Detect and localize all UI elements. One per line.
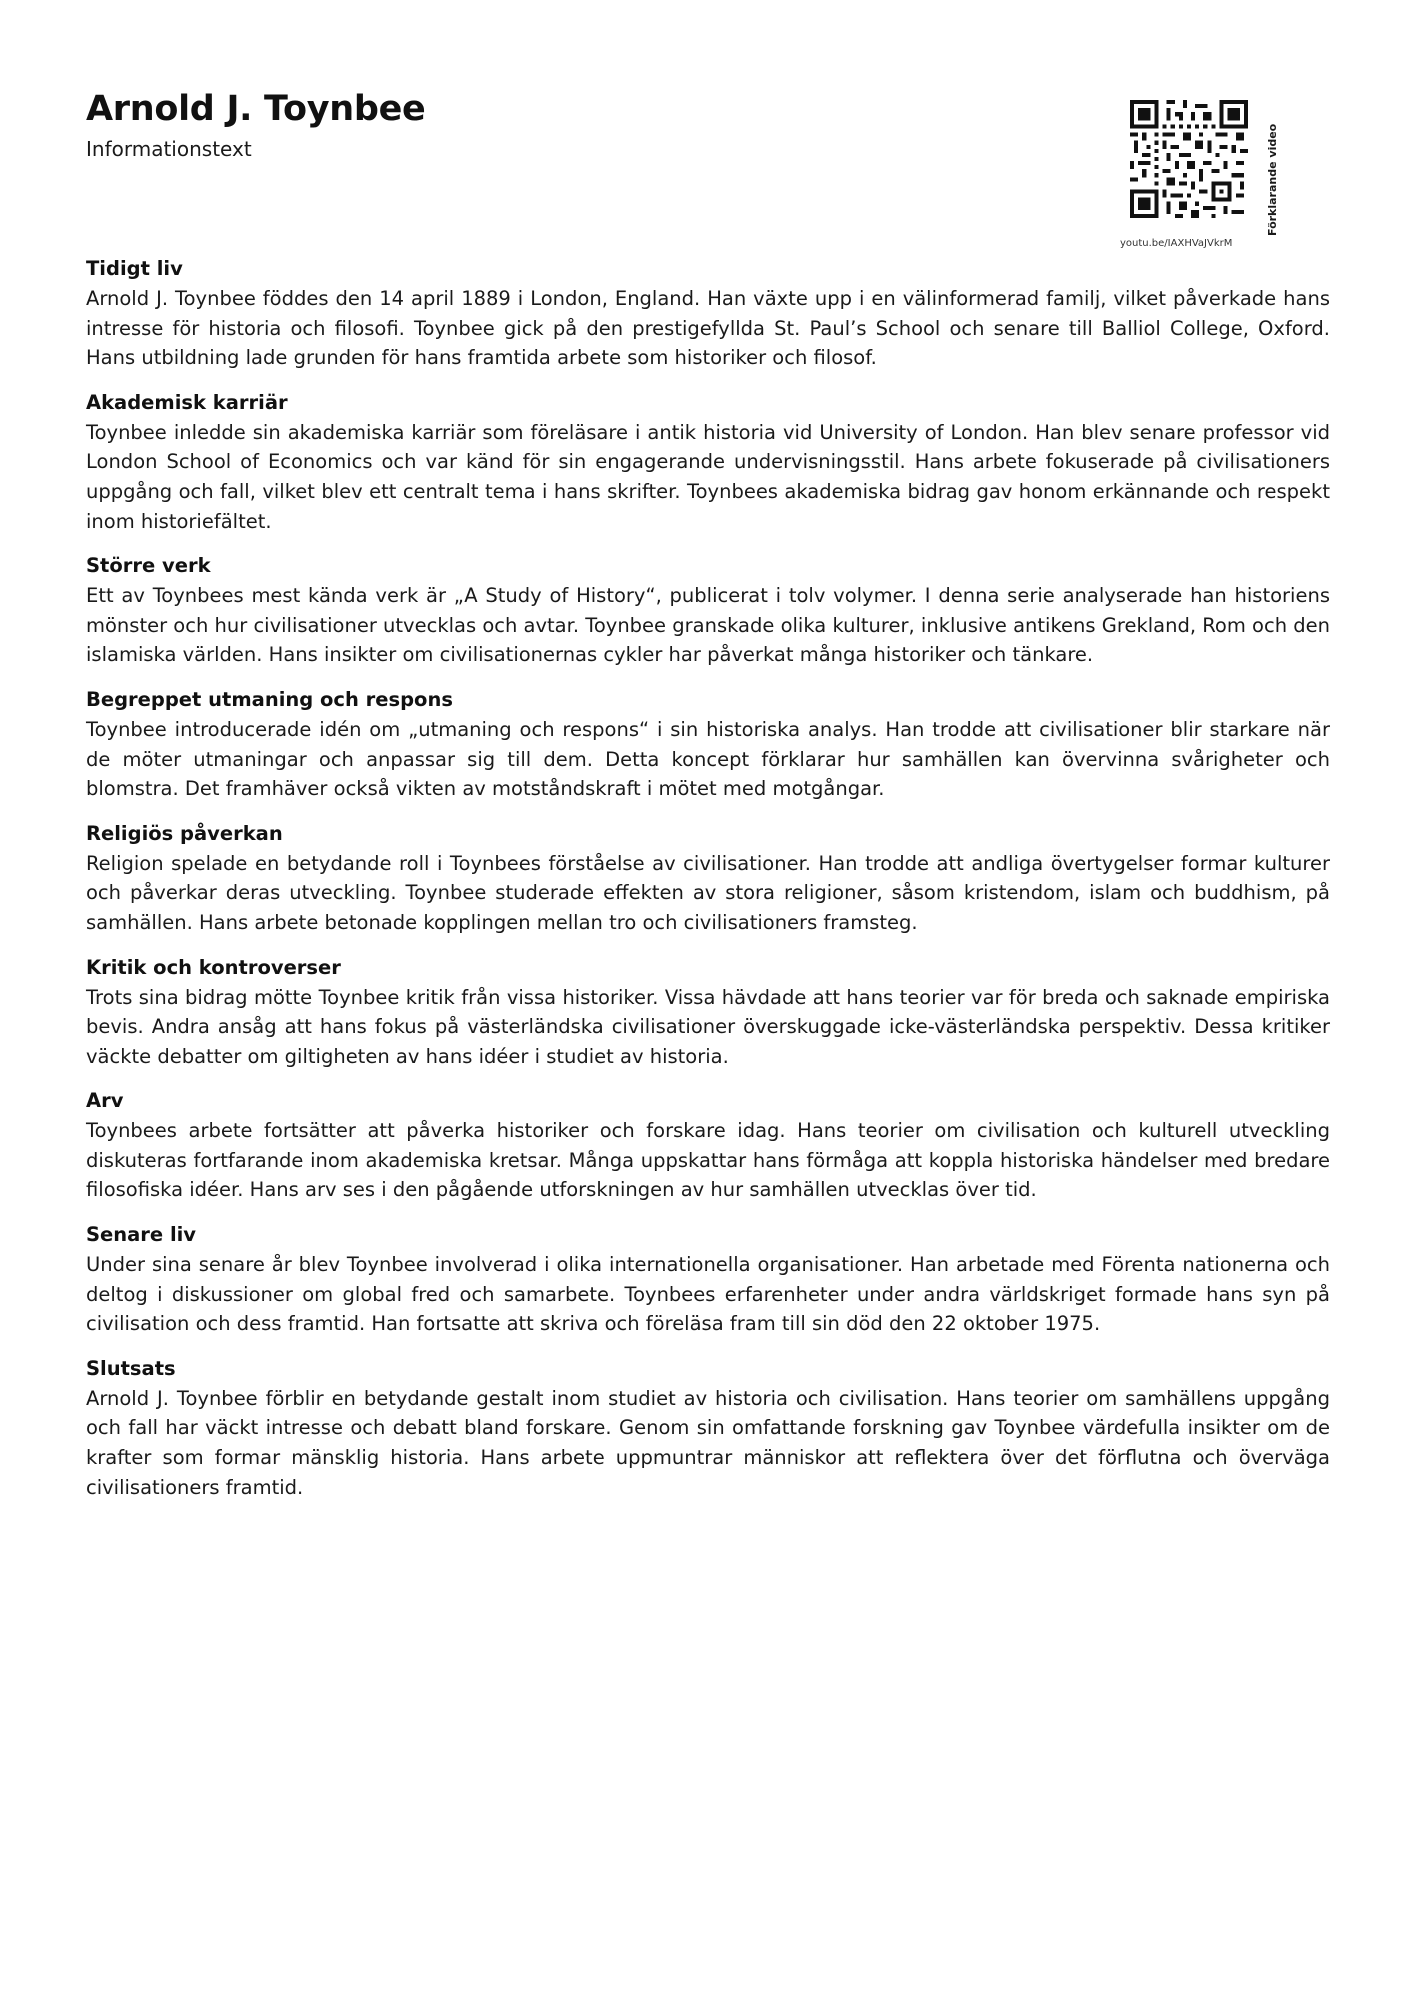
section-body: Arnold J. Toynbee föddes den 14 april 1889 i London, England. Han växte upp i en välinformerad familj, vilket påverkade hans intresse för historia och filosofi. Toynbee gick på den prestigefyllda St. Paul’s School och senare till Balliol College, Oxford. Hans utbildning lade grunden för hans framtida arbete som historiker och filosof.: [86, 287, 1330, 370]
section-heading: Större verk: [86, 554, 211, 578]
section-storre-verk: [86, 551, 1330, 670]
section-body: Under sina senare år blev Toynbee involverad i olika internationella organisationer. Han arbetade med Förenta nationerna och deltog i diskussioner om global fred och samarbete. Toynbees erfarenheter under andra världskriget formade hans syn på civilisation och dess framtid. Han fortsatte att skriva och föreläsa fram till sin död den 22 oktober 1975.: [86, 1253, 1330, 1336]
section-slutsats: [86, 1354, 1330, 1502]
section-body: Trots sina bidrag mötte Toynbee kritik från vissa historiker. Vissa hävdade att hans teorier var för breda och saknade empiriska bevis. Andra ansåg att hans fokus på västerländska civilisationer överskuggade icke-västerländska perspektiv. Dessa kritiker väckte debatter om giltigheten av hans idéer i studiet av historia.: [86, 985, 1330, 1068]
document-header: [86, 88, 886, 162]
section-heading: Senare liv: [86, 1223, 197, 1247]
section-body: Religion spelade en betydande roll i Toynbees förståelse av civilisationer. Han trodde att andliga övertygelser formar kulturer och påverkar deras utveckling. Toynbee studerade effekten av stora religioner, såsom kristendom, islam och buddhism, på samhällen. Hans arbete betonade kopplingen mellan tro och civilisationers framsteg.: [86, 851, 1330, 934]
section-body: Arnold J. Toynbee förblir en betydande gestalt inom studiet av historia och civilisation. Hans teorier om samhällens uppgång och fall har väckt intresse och debatt bland forskare. Genom sin omfattande forskning gav Toynbee värdefulla insikter om de krafter som formar mänsklig historia. Hans arbete uppmuntrar människor att reflektera över det förflutna och överväga civilisationers framtid.: [86, 1386, 1330, 1499]
section-body: Toynbees arbete fortsätter att påverka historiker och forskare idag. Hans teorier om civilisation och kulturell utveckling diskuteras fortfarande inom akademiska kretsar. Många uppskattar hans förmåga att koppla historiska händelser med bredare filosofiska idéer. Hans arv ses i den pågående utforskningen av hur samhällen utvecklas över tid.: [86, 1119, 1330, 1202]
section-heading: Akademisk karriär: [86, 390, 288, 414]
page-subtitle: Informationstext: [86, 137, 252, 161]
section-heading: Arv: [86, 1089, 124, 1113]
section-arv: [86, 1086, 1330, 1205]
section-senare-liv: [86, 1220, 1330, 1339]
section-body: Toynbee inledde sin akademiska karriär som föreläsare i antik historia vid University of London. Han blev senare professor vid London School of Economics och var känd för sin engagerande undervisningsstil. Hans arbete fokuserade på civilisationers uppgång och fall, vilket blev ett centralt tema i hans skrifter. Toynbees akademiska bidrag gav honom erkännande och respekt inom historiefältet.: [86, 420, 1330, 533]
section-heading: Kritik och kontroverser: [86, 955, 341, 979]
section-tidigt-liv: [86, 254, 1330, 373]
section-utmaning-och-respons: [86, 685, 1330, 804]
qr-code-block[interactable]: [1130, 100, 1270, 260]
section-heading: Religiös påverkan: [86, 821, 283, 845]
page-title: Arnold J. Toynbee: [86, 89, 426, 129]
qr-code-icon[interactable]: [1130, 100, 1248, 218]
qr-url-text[interactable]: youtu.be/IAXHVaJVkrM: [1120, 238, 1233, 249]
section-kritik-och-kontroverser: [86, 953, 1330, 1072]
section-body: Toynbee introducerade idén om „utmaning och respons“ i sin historiska analys. Han trodde att civilisationer blir starkare när de möter utmaningar och anpassar sig till dem. Detta koncept förklarar hur samhällen kan övervinna svårigheter och blomstra. Det framhäver också vikten av motståndskraft i mötet med motgångar.: [86, 717, 1330, 801]
section-akademisk-karriar: [86, 388, 1330, 536]
qr-side-label: Förklarande video: [1266, 123, 1279, 236]
section-heading: Tidigt liv: [86, 257, 183, 280]
section-heading: Slutsats: [86, 1356, 176, 1380]
document-content: [86, 254, 1330, 1517]
section-religios-paverkan: [86, 819, 1330, 938]
section-body: Ett av Toynbees mest kända verk är „A Study of History“, publicerat i tolv volymer. I denna serie analyserade han historiens mönster och hur civilisationer utvecklas och avtar. Toynbee granskade olika kulturer, inklusive antikens Grekland, Rom och den islamiska världen. Hans insikter om civilisationernas cykler har påverkat många historiker och tänkare.: [86, 584, 1330, 667]
section-heading: Begreppet utmaning och respons: [86, 687, 453, 711]
